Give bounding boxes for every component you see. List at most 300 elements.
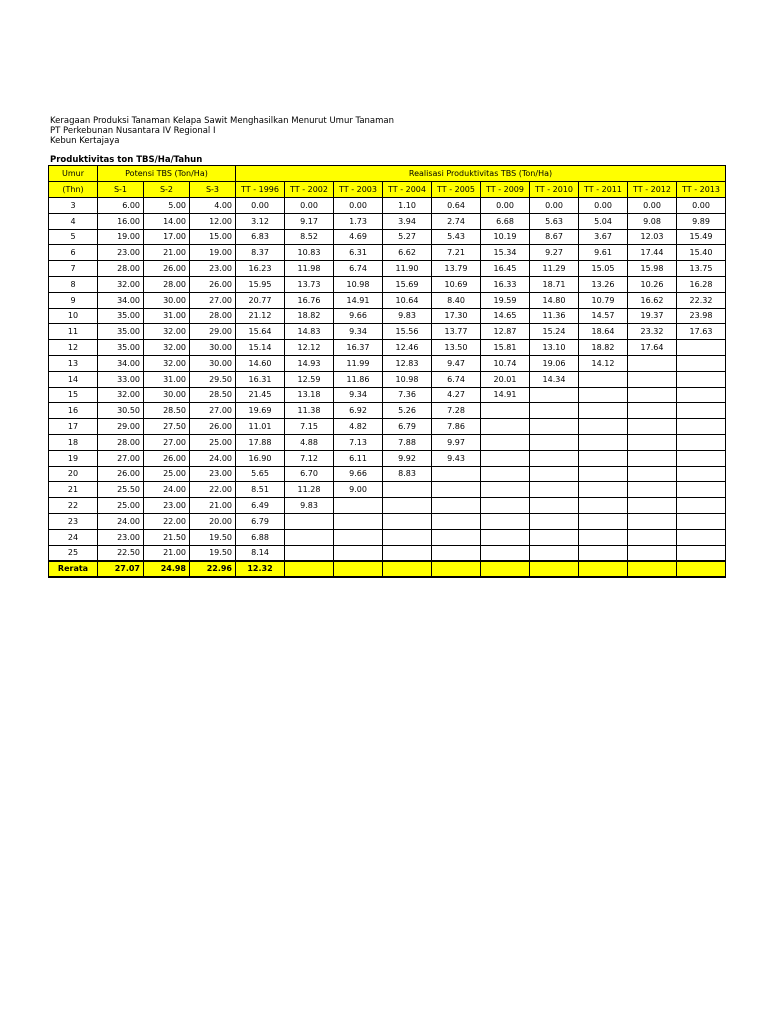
value-cell bbox=[481, 434, 530, 450]
value-cell: 19.69 bbox=[236, 403, 285, 419]
value-cell: 15.00 bbox=[190, 229, 236, 245]
value-cell: 9.08 bbox=[628, 213, 677, 229]
value-cell: 26.00 bbox=[190, 276, 236, 292]
value-cell: 9.66 bbox=[334, 308, 383, 324]
col-header: TT - 2003 bbox=[334, 182, 383, 198]
value-cell bbox=[628, 466, 677, 482]
value-cell: 0.00 bbox=[579, 198, 628, 214]
table-row bbox=[49, 261, 726, 277]
table-title: Produktivitas ton TBS/Ha/Tahun bbox=[50, 155, 203, 165]
value-cell: 6.74 bbox=[334, 261, 383, 277]
value-cell: 28.50 bbox=[190, 387, 236, 403]
value-cell: 27.00 bbox=[190, 292, 236, 308]
age-cell: 18 bbox=[49, 434, 98, 450]
value-cell: 4.82 bbox=[334, 419, 383, 435]
value-cell bbox=[579, 561, 628, 577]
value-cell bbox=[530, 482, 579, 498]
value-cell: 16.33 bbox=[481, 276, 530, 292]
value-cell: 14.93 bbox=[285, 355, 334, 371]
value-cell: 27.00 bbox=[144, 434, 190, 450]
value-cell: 19.00 bbox=[98, 229, 144, 245]
value-cell bbox=[677, 403, 726, 419]
age-cell: 15 bbox=[49, 387, 98, 403]
value-cell bbox=[285, 561, 334, 577]
value-cell bbox=[579, 434, 628, 450]
col-header: TT - 2002 bbox=[285, 182, 334, 198]
value-cell bbox=[530, 561, 579, 577]
value-cell: 20.77 bbox=[236, 292, 285, 308]
value-cell: 28.00 bbox=[144, 276, 190, 292]
value-cell bbox=[530, 545, 579, 561]
value-cell: 29.00 bbox=[98, 419, 144, 435]
value-cell bbox=[432, 529, 481, 545]
value-cell bbox=[481, 450, 530, 466]
value-cell bbox=[628, 561, 677, 577]
value-cell: 17.00 bbox=[144, 229, 190, 245]
table-row bbox=[49, 371, 726, 387]
value-cell bbox=[481, 403, 530, 419]
col-header: TT - 2005 bbox=[432, 182, 481, 198]
value-cell: 11.28 bbox=[285, 482, 334, 498]
value-cell: 18.82 bbox=[579, 340, 628, 356]
value-cell bbox=[677, 545, 726, 561]
value-cell: 16.90 bbox=[236, 450, 285, 466]
value-cell bbox=[628, 371, 677, 387]
value-cell bbox=[530, 419, 579, 435]
value-cell: 19.06 bbox=[530, 355, 579, 371]
table-row bbox=[49, 198, 726, 214]
value-cell: 22.96 bbox=[190, 561, 236, 577]
value-cell: 9.83 bbox=[383, 308, 432, 324]
value-cell bbox=[579, 513, 628, 529]
value-cell: 10.64 bbox=[383, 292, 432, 308]
value-cell: 0.00 bbox=[628, 198, 677, 214]
value-cell: 13.75 bbox=[677, 261, 726, 277]
value-cell bbox=[579, 498, 628, 514]
value-cell: 9.47 bbox=[432, 355, 481, 371]
value-cell: 30.00 bbox=[190, 340, 236, 356]
age-cell: 13 bbox=[49, 355, 98, 371]
value-cell: 28.00 bbox=[98, 261, 144, 277]
value-cell bbox=[677, 466, 726, 482]
value-cell: 22.00 bbox=[144, 513, 190, 529]
value-cell: 26.00 bbox=[144, 261, 190, 277]
value-cell bbox=[628, 513, 677, 529]
value-cell: 31.00 bbox=[144, 308, 190, 324]
value-cell: 13.79 bbox=[432, 261, 481, 277]
age-cell: 3 bbox=[49, 198, 98, 214]
value-cell bbox=[677, 482, 726, 498]
table-row bbox=[49, 529, 726, 545]
value-cell: 12.12 bbox=[285, 340, 334, 356]
value-cell: 32.00 bbox=[144, 324, 190, 340]
value-cell: 16.37 bbox=[334, 340, 383, 356]
value-cell: 25.00 bbox=[98, 498, 144, 514]
value-cell bbox=[677, 355, 726, 371]
value-cell: 14.57 bbox=[579, 308, 628, 324]
value-cell: 35.00 bbox=[98, 340, 144, 356]
value-cell: 29.00 bbox=[190, 324, 236, 340]
value-cell: 10.79 bbox=[579, 292, 628, 308]
table-row bbox=[49, 245, 726, 261]
table-row bbox=[49, 308, 726, 324]
value-cell: 33.00 bbox=[98, 371, 144, 387]
value-cell: 8.40 bbox=[432, 292, 481, 308]
value-cell: 10.26 bbox=[628, 276, 677, 292]
value-cell bbox=[481, 513, 530, 529]
value-cell: 16.00 bbox=[98, 213, 144, 229]
value-cell: 7.88 bbox=[383, 434, 432, 450]
value-cell bbox=[334, 498, 383, 514]
value-cell bbox=[628, 355, 677, 371]
age-cell: 22 bbox=[49, 498, 98, 514]
value-cell: 9.34 bbox=[334, 324, 383, 340]
value-cell bbox=[530, 513, 579, 529]
value-cell: 16.23 bbox=[236, 261, 285, 277]
value-cell: 10.19 bbox=[481, 229, 530, 245]
value-cell: 10.69 bbox=[432, 276, 481, 292]
value-cell: 6.70 bbox=[285, 466, 334, 482]
value-cell: 15.95 bbox=[236, 276, 285, 292]
value-cell bbox=[677, 513, 726, 529]
value-cell: 3.94 bbox=[383, 213, 432, 229]
value-cell: 25.50 bbox=[98, 482, 144, 498]
value-cell: 21.12 bbox=[236, 308, 285, 324]
value-cell: 9.17 bbox=[285, 213, 334, 229]
value-cell: 10.74 bbox=[481, 355, 530, 371]
table-row bbox=[49, 355, 726, 371]
value-cell: 13.50 bbox=[432, 340, 481, 356]
value-cell bbox=[628, 434, 677, 450]
value-cell bbox=[432, 482, 481, 498]
value-cell: 5.27 bbox=[383, 229, 432, 245]
value-cell bbox=[383, 498, 432, 514]
value-cell bbox=[383, 545, 432, 561]
value-cell: 14.80 bbox=[530, 292, 579, 308]
table-row bbox=[49, 434, 726, 450]
value-cell: 11.90 bbox=[383, 261, 432, 277]
value-cell: 8.14 bbox=[236, 545, 285, 561]
value-cell: 0.00 bbox=[236, 198, 285, 214]
value-cell: 11.36 bbox=[530, 308, 579, 324]
value-cell: 6.00 bbox=[98, 198, 144, 214]
value-cell: 10.98 bbox=[334, 276, 383, 292]
value-cell: 30.00 bbox=[190, 355, 236, 371]
value-cell: 8.52 bbox=[285, 229, 334, 245]
table-row bbox=[49, 387, 726, 403]
value-cell: 10.98 bbox=[383, 371, 432, 387]
value-cell: 5.63 bbox=[530, 213, 579, 229]
value-cell: 18.71 bbox=[530, 276, 579, 292]
value-cell: 23.98 bbox=[677, 308, 726, 324]
value-cell: 14.34 bbox=[530, 371, 579, 387]
value-cell: 23.00 bbox=[144, 498, 190, 514]
value-cell: 30.50 bbox=[98, 403, 144, 419]
value-cell: 8.37 bbox=[236, 245, 285, 261]
value-cell: 7.21 bbox=[432, 245, 481, 261]
value-cell: 2.74 bbox=[432, 213, 481, 229]
value-cell bbox=[481, 419, 530, 435]
col-header: S-2 bbox=[144, 182, 190, 198]
value-cell: 21.00 bbox=[144, 545, 190, 561]
value-cell: 6.92 bbox=[334, 403, 383, 419]
value-cell: 5.65 bbox=[236, 466, 285, 482]
value-cell: 30.00 bbox=[144, 292, 190, 308]
value-cell: 19.50 bbox=[190, 529, 236, 545]
value-cell: 34.00 bbox=[98, 292, 144, 308]
age-cell: 4 bbox=[49, 213, 98, 229]
age-cell: 16 bbox=[49, 403, 98, 419]
value-cell: 17.64 bbox=[628, 340, 677, 356]
value-cell: 29.50 bbox=[190, 371, 236, 387]
value-cell: 6.88 bbox=[236, 529, 285, 545]
value-cell: 8.83 bbox=[383, 466, 432, 482]
umur-header: Umur bbox=[49, 166, 98, 182]
value-cell: 6.79 bbox=[236, 513, 285, 529]
value-cell: 9.89 bbox=[677, 213, 726, 229]
value-cell: 15.98 bbox=[628, 261, 677, 277]
value-cell bbox=[677, 561, 726, 577]
value-cell bbox=[677, 340, 726, 356]
value-cell: 31.00 bbox=[144, 371, 190, 387]
report-title-line: Keragaan Produksi Tanaman Kelapa Sawit Menghasilkan Menurut Umur Tanaman bbox=[50, 116, 395, 126]
value-cell: 15.81 bbox=[481, 340, 530, 356]
table-row bbox=[49, 513, 726, 529]
value-cell bbox=[481, 466, 530, 482]
value-cell bbox=[383, 529, 432, 545]
value-cell: 4.69 bbox=[334, 229, 383, 245]
value-cell: 27.07 bbox=[98, 561, 144, 577]
value-cell bbox=[285, 513, 334, 529]
age-cell: 12 bbox=[49, 340, 98, 356]
value-cell: 7.15 bbox=[285, 419, 334, 435]
value-cell bbox=[530, 450, 579, 466]
table-row bbox=[49, 340, 726, 356]
value-cell: 11.86 bbox=[334, 371, 383, 387]
value-cell: 4.00 bbox=[190, 198, 236, 214]
value-cell: 9.61 bbox=[579, 245, 628, 261]
value-cell bbox=[481, 529, 530, 545]
value-cell bbox=[579, 387, 628, 403]
value-cell: 13.18 bbox=[285, 387, 334, 403]
value-cell: 5.04 bbox=[579, 213, 628, 229]
value-cell: 1.73 bbox=[334, 213, 383, 229]
value-cell: 10.83 bbox=[285, 245, 334, 261]
value-cell bbox=[383, 482, 432, 498]
value-cell bbox=[481, 482, 530, 498]
value-cell: 14.00 bbox=[144, 213, 190, 229]
value-cell bbox=[579, 545, 628, 561]
value-cell: 14.91 bbox=[334, 292, 383, 308]
value-cell: 32.00 bbox=[98, 387, 144, 403]
age-cell: 25 bbox=[49, 545, 98, 561]
value-cell: 6.11 bbox=[334, 450, 383, 466]
table-row bbox=[49, 292, 726, 308]
estate-name: Kebun Kertajaya bbox=[50, 136, 120, 146]
age-cell: 23 bbox=[49, 513, 98, 529]
value-cell: 3.12 bbox=[236, 213, 285, 229]
value-cell bbox=[432, 561, 481, 577]
value-cell: 26.00 bbox=[190, 419, 236, 435]
value-cell: 7.28 bbox=[432, 403, 481, 419]
value-cell: 15.05 bbox=[579, 261, 628, 277]
value-cell: 22.32 bbox=[677, 292, 726, 308]
value-cell bbox=[530, 434, 579, 450]
value-cell: 11.98 bbox=[285, 261, 334, 277]
table-row bbox=[49, 466, 726, 482]
value-cell: 26.00 bbox=[98, 466, 144, 482]
value-cell: 18.64 bbox=[579, 324, 628, 340]
value-cell bbox=[579, 371, 628, 387]
col-header: TT - 2013 bbox=[677, 182, 726, 198]
value-cell: 23.00 bbox=[98, 529, 144, 545]
value-cell bbox=[628, 419, 677, 435]
value-cell: 4.88 bbox=[285, 434, 334, 450]
col-header: TT - 2012 bbox=[628, 182, 677, 198]
value-cell: 8.51 bbox=[236, 482, 285, 498]
value-cell: 19.50 bbox=[190, 545, 236, 561]
value-cell: 15.69 bbox=[383, 276, 432, 292]
value-cell: 4.27 bbox=[432, 387, 481, 403]
value-cell bbox=[383, 561, 432, 577]
value-cell: 6.74 bbox=[432, 371, 481, 387]
value-cell bbox=[628, 529, 677, 545]
value-cell: 7.86 bbox=[432, 419, 481, 435]
age-cell: 19 bbox=[49, 450, 98, 466]
value-cell bbox=[579, 419, 628, 435]
value-cell bbox=[628, 482, 677, 498]
value-cell: 0.64 bbox=[432, 198, 481, 214]
value-cell: 17.88 bbox=[236, 434, 285, 450]
value-cell: 9.34 bbox=[334, 387, 383, 403]
value-cell: 12.00 bbox=[190, 213, 236, 229]
table-row bbox=[49, 482, 726, 498]
value-cell: 32.00 bbox=[98, 276, 144, 292]
value-cell: 17.44 bbox=[628, 245, 677, 261]
value-cell: 9.00 bbox=[334, 482, 383, 498]
value-cell: 12.83 bbox=[383, 355, 432, 371]
value-cell: 3.67 bbox=[579, 229, 628, 245]
value-cell bbox=[285, 529, 334, 545]
value-cell bbox=[530, 466, 579, 482]
value-cell: 27.00 bbox=[190, 403, 236, 419]
value-cell bbox=[383, 513, 432, 529]
col-header: TT - 2004 bbox=[383, 182, 432, 198]
value-cell: 25.00 bbox=[144, 466, 190, 482]
table-row bbox=[49, 450, 726, 466]
value-cell bbox=[628, 387, 677, 403]
table-row bbox=[49, 324, 726, 340]
value-cell: 28.50 bbox=[144, 403, 190, 419]
value-cell: 19.59 bbox=[481, 292, 530, 308]
value-cell: 16.62 bbox=[628, 292, 677, 308]
value-cell: 23.00 bbox=[98, 245, 144, 261]
table-row bbox=[49, 419, 726, 435]
value-cell: 24.00 bbox=[190, 450, 236, 466]
value-cell: 0.00 bbox=[677, 198, 726, 214]
value-cell: 13.26 bbox=[579, 276, 628, 292]
value-cell bbox=[334, 561, 383, 577]
age-cell: 21 bbox=[49, 482, 98, 498]
value-cell: 8.67 bbox=[530, 229, 579, 245]
value-cell bbox=[579, 482, 628, 498]
age-cell: 10 bbox=[49, 308, 98, 324]
value-cell: 15.64 bbox=[236, 324, 285, 340]
potensi-header: Potensi TBS (Ton/Ha) bbox=[98, 166, 236, 182]
value-cell bbox=[481, 498, 530, 514]
table-row bbox=[49, 276, 726, 292]
value-cell bbox=[285, 545, 334, 561]
value-cell: 9.66 bbox=[334, 466, 383, 482]
col-header: TT - 2011 bbox=[579, 182, 628, 198]
value-cell: 12.46 bbox=[383, 340, 432, 356]
table-row bbox=[49, 229, 726, 245]
value-cell: 21.00 bbox=[190, 498, 236, 514]
value-cell bbox=[628, 450, 677, 466]
table-row bbox=[49, 213, 726, 229]
value-cell: 35.00 bbox=[98, 308, 144, 324]
value-cell: 21.45 bbox=[236, 387, 285, 403]
value-cell: 6.68 bbox=[481, 213, 530, 229]
value-cell bbox=[677, 498, 726, 514]
age-cell: 14 bbox=[49, 371, 98, 387]
value-cell: 16.31 bbox=[236, 371, 285, 387]
table-row bbox=[49, 498, 726, 514]
value-cell: 5.26 bbox=[383, 403, 432, 419]
table-row bbox=[49, 545, 726, 561]
value-cell: 1.10 bbox=[383, 198, 432, 214]
value-cell: 26.00 bbox=[144, 450, 190, 466]
value-cell: 16.45 bbox=[481, 261, 530, 277]
value-cell bbox=[677, 529, 726, 545]
header-row-1 bbox=[49, 166, 726, 182]
value-cell bbox=[432, 545, 481, 561]
value-cell: 13.77 bbox=[432, 324, 481, 340]
realisasi-header: Realisasi Produktivitas TBS (Ton/Ha) bbox=[236, 166, 726, 182]
age-cell: 11 bbox=[49, 324, 98, 340]
value-cell bbox=[432, 466, 481, 482]
value-cell: 20.01 bbox=[481, 371, 530, 387]
value-cell: 15.49 bbox=[677, 229, 726, 245]
value-cell: 19.37 bbox=[628, 308, 677, 324]
value-cell bbox=[628, 545, 677, 561]
value-cell: 11.99 bbox=[334, 355, 383, 371]
value-cell: 15.34 bbox=[481, 245, 530, 261]
age-cell: 24 bbox=[49, 529, 98, 545]
value-cell: 0.00 bbox=[285, 198, 334, 214]
value-cell: 14.12 bbox=[579, 355, 628, 371]
value-cell: 13.10 bbox=[530, 340, 579, 356]
value-cell: 15.56 bbox=[383, 324, 432, 340]
value-cell: 21.00 bbox=[144, 245, 190, 261]
value-cell: 15.24 bbox=[530, 324, 579, 340]
value-cell: 14.83 bbox=[285, 324, 334, 340]
col-header: S-1 bbox=[98, 182, 144, 198]
value-cell bbox=[432, 498, 481, 514]
value-cell: 5.00 bbox=[144, 198, 190, 214]
value-cell: 27.00 bbox=[98, 450, 144, 466]
age-cell: 8 bbox=[49, 276, 98, 292]
value-cell: 5.43 bbox=[432, 229, 481, 245]
average-row bbox=[49, 561, 726, 577]
value-cell: 16.76 bbox=[285, 292, 334, 308]
value-cell bbox=[481, 561, 530, 577]
value-cell: 28.00 bbox=[190, 308, 236, 324]
value-cell: 7.36 bbox=[383, 387, 432, 403]
value-cell bbox=[481, 545, 530, 561]
value-cell: 16.28 bbox=[677, 276, 726, 292]
value-cell: 11.01 bbox=[236, 419, 285, 435]
